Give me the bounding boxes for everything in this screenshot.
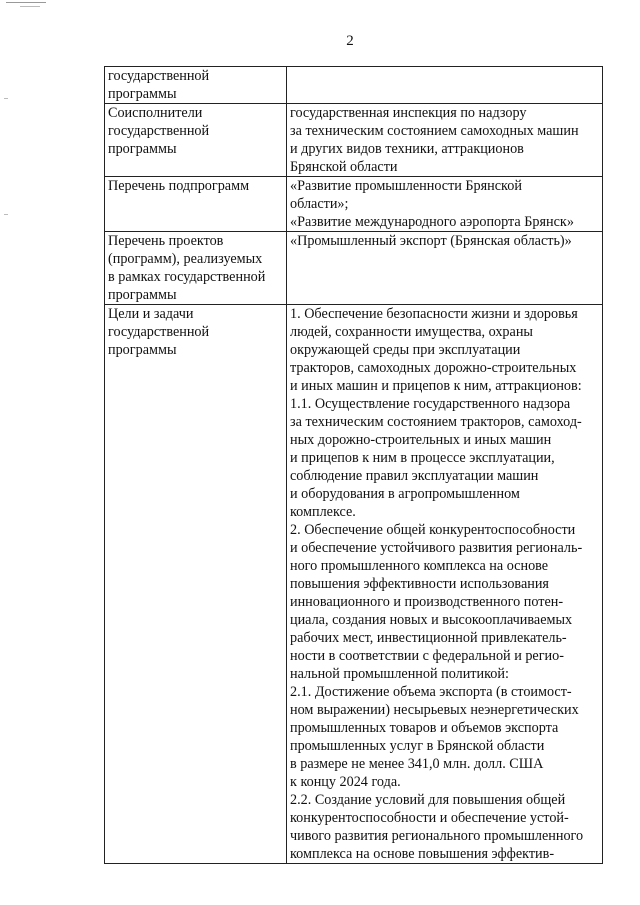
label-line: программы	[108, 141, 177, 157]
content-line: за техническим состоянием самоходных машин	[290, 123, 579, 139]
content-line: инновационного и производственного потен-	[290, 594, 564, 610]
content-line: конкурентоспособности и обеспечение устой-	[290, 810, 569, 826]
row-content-cell	[287, 67, 603, 104]
table-row	[105, 305, 603, 864]
label-line: государственной	[108, 324, 210, 340]
scan-artifact-dot	[4, 98, 8, 99]
table-row	[105, 67, 603, 104]
page-number: 2	[346, 33, 354, 49]
content-line: циала, создания новых и высокооплачиваемых	[290, 612, 573, 628]
content-line: области»;	[290, 196, 349, 212]
table-row	[105, 177, 603, 232]
label-line: программы	[108, 287, 177, 303]
label-line: (программ), реализуемых	[108, 251, 263, 267]
label-line: государственной	[108, 123, 210, 139]
content-line: государственная инспекция по надзору	[290, 105, 527, 121]
content-line: «Развитие промышленности Брянской	[290, 178, 522, 194]
table-row	[105, 232, 603, 305]
content-line: промышленных услуг в Брянской области	[290, 738, 545, 754]
content-line: рабочих мест, инвестиционной привлекатель-	[290, 630, 567, 646]
row-label-cell	[105, 305, 287, 864]
label-line: программы	[108, 86, 177, 102]
content-line: нальной промышленной политикой:	[290, 666, 509, 682]
content-line: 1. Обеспечение безопасности жизни и здоровья	[290, 306, 578, 322]
row-content-cell	[287, 177, 603, 232]
content-line: 1.1. Осуществление государственного надзора	[290, 396, 571, 412]
content-line: «Развитие международного аэропорта Брянск»	[290, 214, 574, 230]
content-line: ного промышленного комплекса на основе	[290, 558, 549, 574]
content-line: соблюдение правил эксплуатации машин	[290, 468, 539, 484]
content-line: ности в соответствии с федеральной и регио-	[290, 648, 564, 664]
content-line: и иных машин и прицепов к ним, аттракционов:	[290, 378, 582, 394]
scan-artifact-line	[20, 6, 40, 7]
content-line: «Промышленный экспорт (Брянская область)»	[290, 233, 572, 249]
scan-artifact-dot	[4, 214, 8, 215]
label-line: государственной	[108, 68, 210, 84]
row-label-cell	[105, 232, 287, 305]
row-content-cell	[287, 104, 603, 177]
content-line: 2.1. Достижение объема экспорта (в стоимост-	[290, 684, 572, 700]
content-line: 2. Обеспечение общей конкурентоспособности	[290, 522, 576, 538]
table-row	[105, 104, 603, 177]
label-line: программы	[108, 342, 177, 358]
row-label-cell	[105, 104, 287, 177]
content-line: ных дорожно-строительных и иных машин	[290, 432, 552, 448]
label-line: Перечень проектов	[108, 233, 224, 249]
content-line: к концу 2024 года.	[290, 774, 401, 790]
label-line: Соисполнители	[108, 105, 203, 121]
content-line: чивого развития регионального промышленного	[290, 828, 584, 844]
content-line: окружающей среды при эксплуатации	[290, 342, 521, 358]
content-line: людей, сохранности имущества, охраны	[290, 324, 533, 340]
table-body	[105, 67, 603, 864]
row-content-cell	[287, 305, 603, 864]
row-label-cell	[105, 67, 287, 104]
scan-artifact-line	[6, 2, 46, 3]
label-line: в рамках государственной	[108, 269, 266, 285]
content-line: и обеспечение устойчивого развития региональ-	[290, 540, 583, 556]
content-line: комплексе.	[290, 504, 356, 520]
content-line: промышленных товаров и объемов экспорта	[290, 720, 559, 736]
label-line: Перечень подпрограмм	[108, 178, 250, 194]
program-passport-table	[104, 66, 603, 864]
content-line: тракторов, самоходных дорожно-строительных	[290, 360, 577, 376]
content-line: и других видов техники, аттракционов	[290, 141, 524, 157]
content-line: в размере не менее 341,0 млн. долл. США	[290, 756, 544, 772]
row-label-cell	[105, 177, 287, 232]
label-line: Цели и задачи	[108, 306, 194, 322]
content-line: и прицепов к ним в процессе эксплуатации,	[290, 450, 555, 466]
content-line: за техническим состоянием тракторов, самоход-	[290, 414, 582, 430]
content-line: ном выражении) несырьевых неэнергетических	[290, 702, 579, 718]
content-line: повышения эффективности использования	[290, 576, 549, 592]
content-line: 2.2. Создание условий для повышения общей	[290, 792, 566, 808]
row-content-cell	[287, 232, 603, 305]
content-line: Брянской области	[290, 159, 398, 175]
content-line: и оборудования в агропромышленном	[290, 486, 520, 502]
content-line: комплекса на основе повышения эффектив-	[290, 846, 555, 862]
